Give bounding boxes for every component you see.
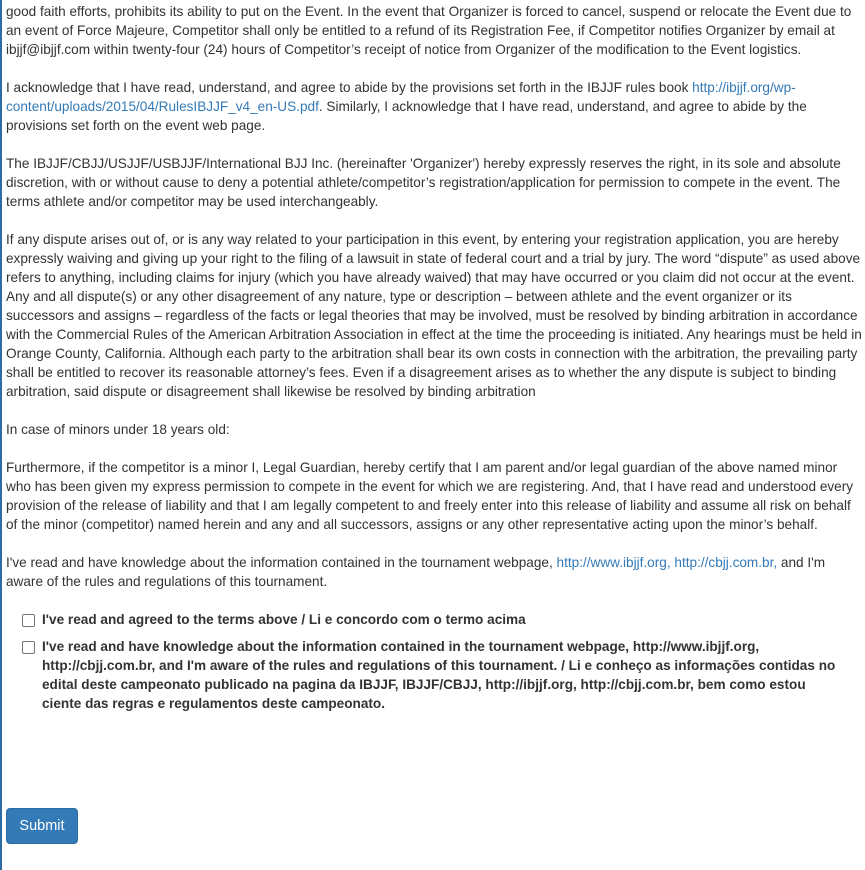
ibjjf-website-link[interactable]: http://www.ibjjf.org, xyxy=(556,555,671,570)
rules-book-text-before: I acknowledge that I have read, understand, and agree to abide by the provisions set forth in the IBJJF rules book xyxy=(6,80,693,95)
agree-terms-checkbox[interactable] xyxy=(22,614,35,627)
terms-paragraph-tournament-webpage xyxy=(6,553,863,591)
agree-terms-row[interactable] xyxy=(22,610,863,629)
agreement-checkboxes xyxy=(6,610,863,713)
webpage-text-after: and I'm aware of the rules and regulations of this tournament. xyxy=(6,555,826,589)
terms-paragraph-force-majeure: good faith efforts, prohibits its ability to put on the Event. In the event that Organizer is forced to cancel, suspend or relocate the Event due to an event of Force Majeure, Competitor shall only be entitled to a refund of its Registration Fee, if Competitor notifies Organizer by email at ibjjf@ibjjf.com within twenty-four (24) hours of Competitor’s receipt of notice from Organizer of the modification to the Event logistics. xyxy=(6,4,852,57)
page-left-border xyxy=(0,0,2,870)
tournament-info-row[interactable] xyxy=(22,637,863,713)
terms-paragraph-organizer-rights: The IBJJF/CBJJ/USJJF/USBJJF/International BJJ Inc. (hereinafter 'Organizer') hereby expressly reserves the right, in its sole and absolute discretion, with or without cause to deny a potential athlete/competitor’s registration/application for permission to compete in the event. The terms athlete and/or competitor may be used interchangeably. xyxy=(6,156,841,209)
rules-book-link[interactable]: http://ibjjf.org/wp-content/uploads/2015/04/RulesIBJJF_v4_en-US.pdf xyxy=(6,80,796,114)
webpage-text-before: I've read and have knowledge about the information contained in the tournament webpage, xyxy=(6,555,557,570)
rules-book-text-after: . Similarly, I acknowledge that I have read, understand, and agree to abide by the provisions set forth on the event web page. xyxy=(6,99,807,133)
terms-paragraph-rules-book xyxy=(6,78,863,135)
terms-content xyxy=(6,2,863,721)
terms-paragraph-minors-heading: In case of minors under 18 years old: xyxy=(6,422,230,437)
tournament-info-label[interactable]: I've read and have knowledge about the information contained in the tournament webpage, http://www.ibjjf.org, http://cbjj.com.br, and I'm aware of the rules and regulations of this tournament. / Li e conheço as informações contidas no edital deste campeonato publicado na pagina da IBJJF, IBJJF/CBJJ, http://ibjjf.org, http://cbjj.com.br, bem como estou ciente das regras e regulamentos deste campeonato. xyxy=(42,639,836,711)
cbjj-website-link[interactable]: http://cbjj.com.br, xyxy=(674,555,778,570)
agree-terms-label[interactable]: I've read and agreed to the terms above / Li e concordo com o termo acima xyxy=(42,612,526,627)
submit-button[interactable]: Submit xyxy=(6,808,78,844)
tournament-info-checkbox[interactable] xyxy=(22,641,35,654)
terms-paragraph-legal-guardian: Furthermore, if the competitor is a minor I, Legal Guardian, hereby certify that I am parent and/or legal guardian of the above named minor who has been given my express permission to compete in the event for which we are registering. And, that I have read and understood every provision of the release of liability and that I am legally competent to and freely enter into this release of liability and assume all risk on behalf of the minor (competitor) named herein and any and all successors, assigns or any other representative acting upon the minor’s behalf. xyxy=(6,460,854,532)
terms-paragraph-arbitration: If any dispute arises out of, or is any way related to your participation in this event, by entering your registration application, you are hereby expressly waiving and giving up your right to the filing of a lawsuit in state of federal court and a trial by jury. The word “dispute” as used above refers to anything, including claims for injury (which you have already waived) that may have occurred or you claim did not occur at the event. Any and all dispute(s) or any other disagreement of any nature, type or description – between athlete and the event organizer or its successors and assigns – regardless of the facts or legal theories that may be involved, must be resolved by binding arbitration in accordance with the Commercial Rules of the American Arbitration Association in effect at the time the proceeding is initiated. Any hearings must be held in Orange County, California. Although each party to the arbitration shall bear its own costs in connection with the arbitration, the prevailing party shall be entitled to recover its reasonable attorney’s fees. Even if a disagreement arises as to whether the any dispute is subject to binding arbitration, said dispute or disagreement shall likewise be resolved by binding arbitration xyxy=(6,232,862,399)
